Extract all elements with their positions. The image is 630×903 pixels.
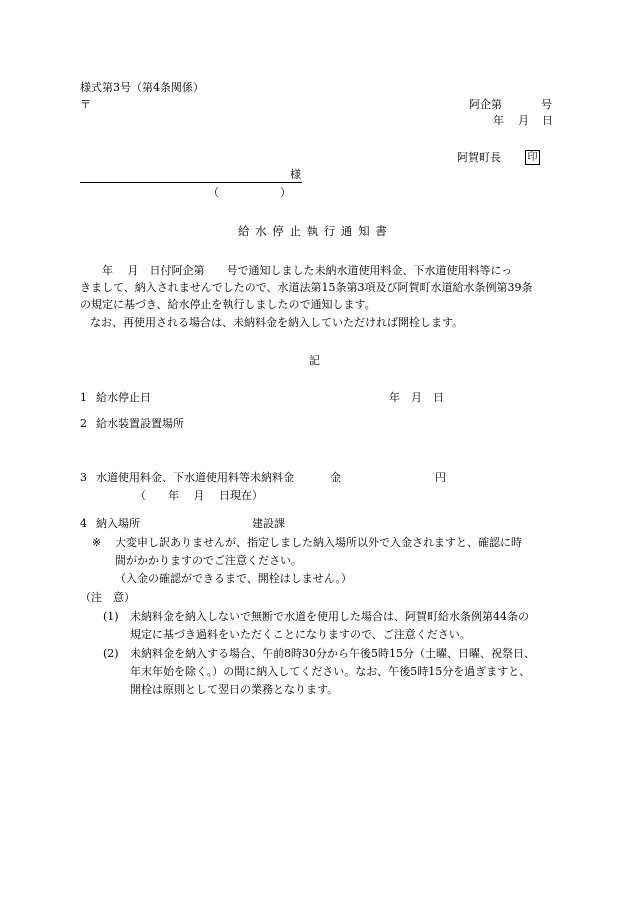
item4-number: 4 bbox=[80, 517, 87, 530]
item2-number: 2 bbox=[80, 417, 87, 430]
ki-heading: 記 bbox=[309, 354, 320, 367]
body-para1-line3: の規定に基づき、給水停止を執行しましたので通知します。 bbox=[80, 298, 376, 311]
mayor-title: 阿賀町長 bbox=[457, 151, 501, 164]
note-line2: 間がかかりますのでご注意ください。 bbox=[115, 554, 302, 567]
document-title: 給 水 停 止 執 行 通 知 書 bbox=[238, 224, 388, 238]
item4-value: 建設課 bbox=[252, 517, 285, 530]
item3-number: 3 bbox=[80, 471, 87, 484]
note-line1: 大変申し訳ありませんが、指定しました納入場所以外で入金されますと、確認に時 bbox=[115, 536, 522, 549]
caution2-line2: 年末年始を除く。）の間に納入してください。なお、午後5時15分を過ぎますと、 bbox=[130, 665, 531, 678]
body-para1-line1: 年 月 日付阿企第 号で通知しました未納水道使用料金、下水道使用料等にっ bbox=[80, 264, 513, 277]
addressee-line bbox=[80, 182, 302, 183]
item2-label: 給水装置設置場所 bbox=[96, 417, 184, 430]
caution2-number: (2) bbox=[103, 647, 119, 660]
caution1-line1: 未納料金を納入しないで無断で水道を使用した場合は、阿賀町給水条例第44条の bbox=[130, 610, 529, 623]
item1-label: 給水停止日 bbox=[96, 391, 151, 404]
item3-as-of: （ 年 月 日現在） bbox=[135, 489, 263, 502]
item3-kin: 金 bbox=[330, 471, 341, 484]
item1-date: 年 月 日 bbox=[389, 391, 444, 404]
body-para2: なお、再使用される場合は、未納料金を納入していただければ開栓します。 bbox=[90, 316, 464, 329]
caution-label: （注 意） bbox=[80, 591, 135, 604]
caution2-line3: 開栓は原則として翌日の業務となります。 bbox=[130, 683, 339, 696]
item4-label: 納入場所 bbox=[96, 517, 140, 530]
doc-number-prefix: 阿企第 bbox=[469, 98, 502, 111]
date-day: 日 bbox=[542, 114, 553, 127]
caution1-number: (1) bbox=[103, 610, 119, 623]
doc-number-suffix: 号 bbox=[541, 98, 552, 111]
item1-number: 1 bbox=[80, 391, 87, 404]
paren-close: ） bbox=[280, 186, 291, 199]
date-year: 年 bbox=[493, 114, 504, 127]
postal-mark: 〒 bbox=[80, 98, 91, 111]
date-month: 月 bbox=[518, 114, 529, 127]
addressee-suffix: 様 bbox=[290, 168, 301, 181]
caution2-line1: 未納料金を納入する場合、午前8時30分から午後5時15分（土曜、日曜、祝祭日、 bbox=[130, 647, 535, 660]
body-para1-line2: きまして、納入されませんでしたので、水道法第15条第3項及び阿賀町水道給水条例第39条 bbox=[80, 281, 533, 294]
note-mark: ※ bbox=[92, 536, 102, 549]
caution1-line2: 規定に基づき過料をいただくことになりますので、ご注意ください。 bbox=[130, 628, 471, 641]
note-line3: （入金の確認ができるまで、開栓はしません。） bbox=[115, 572, 352, 585]
item3-label: 水道使用料金、下水道使用料等未納料金 bbox=[96, 471, 294, 484]
form-number: 様式第3号（第4条関係） bbox=[80, 81, 204, 94]
item3-yen: 円 bbox=[435, 471, 446, 484]
seal-mark: 印 bbox=[525, 150, 540, 165]
paren-open: （ bbox=[208, 186, 219, 199]
